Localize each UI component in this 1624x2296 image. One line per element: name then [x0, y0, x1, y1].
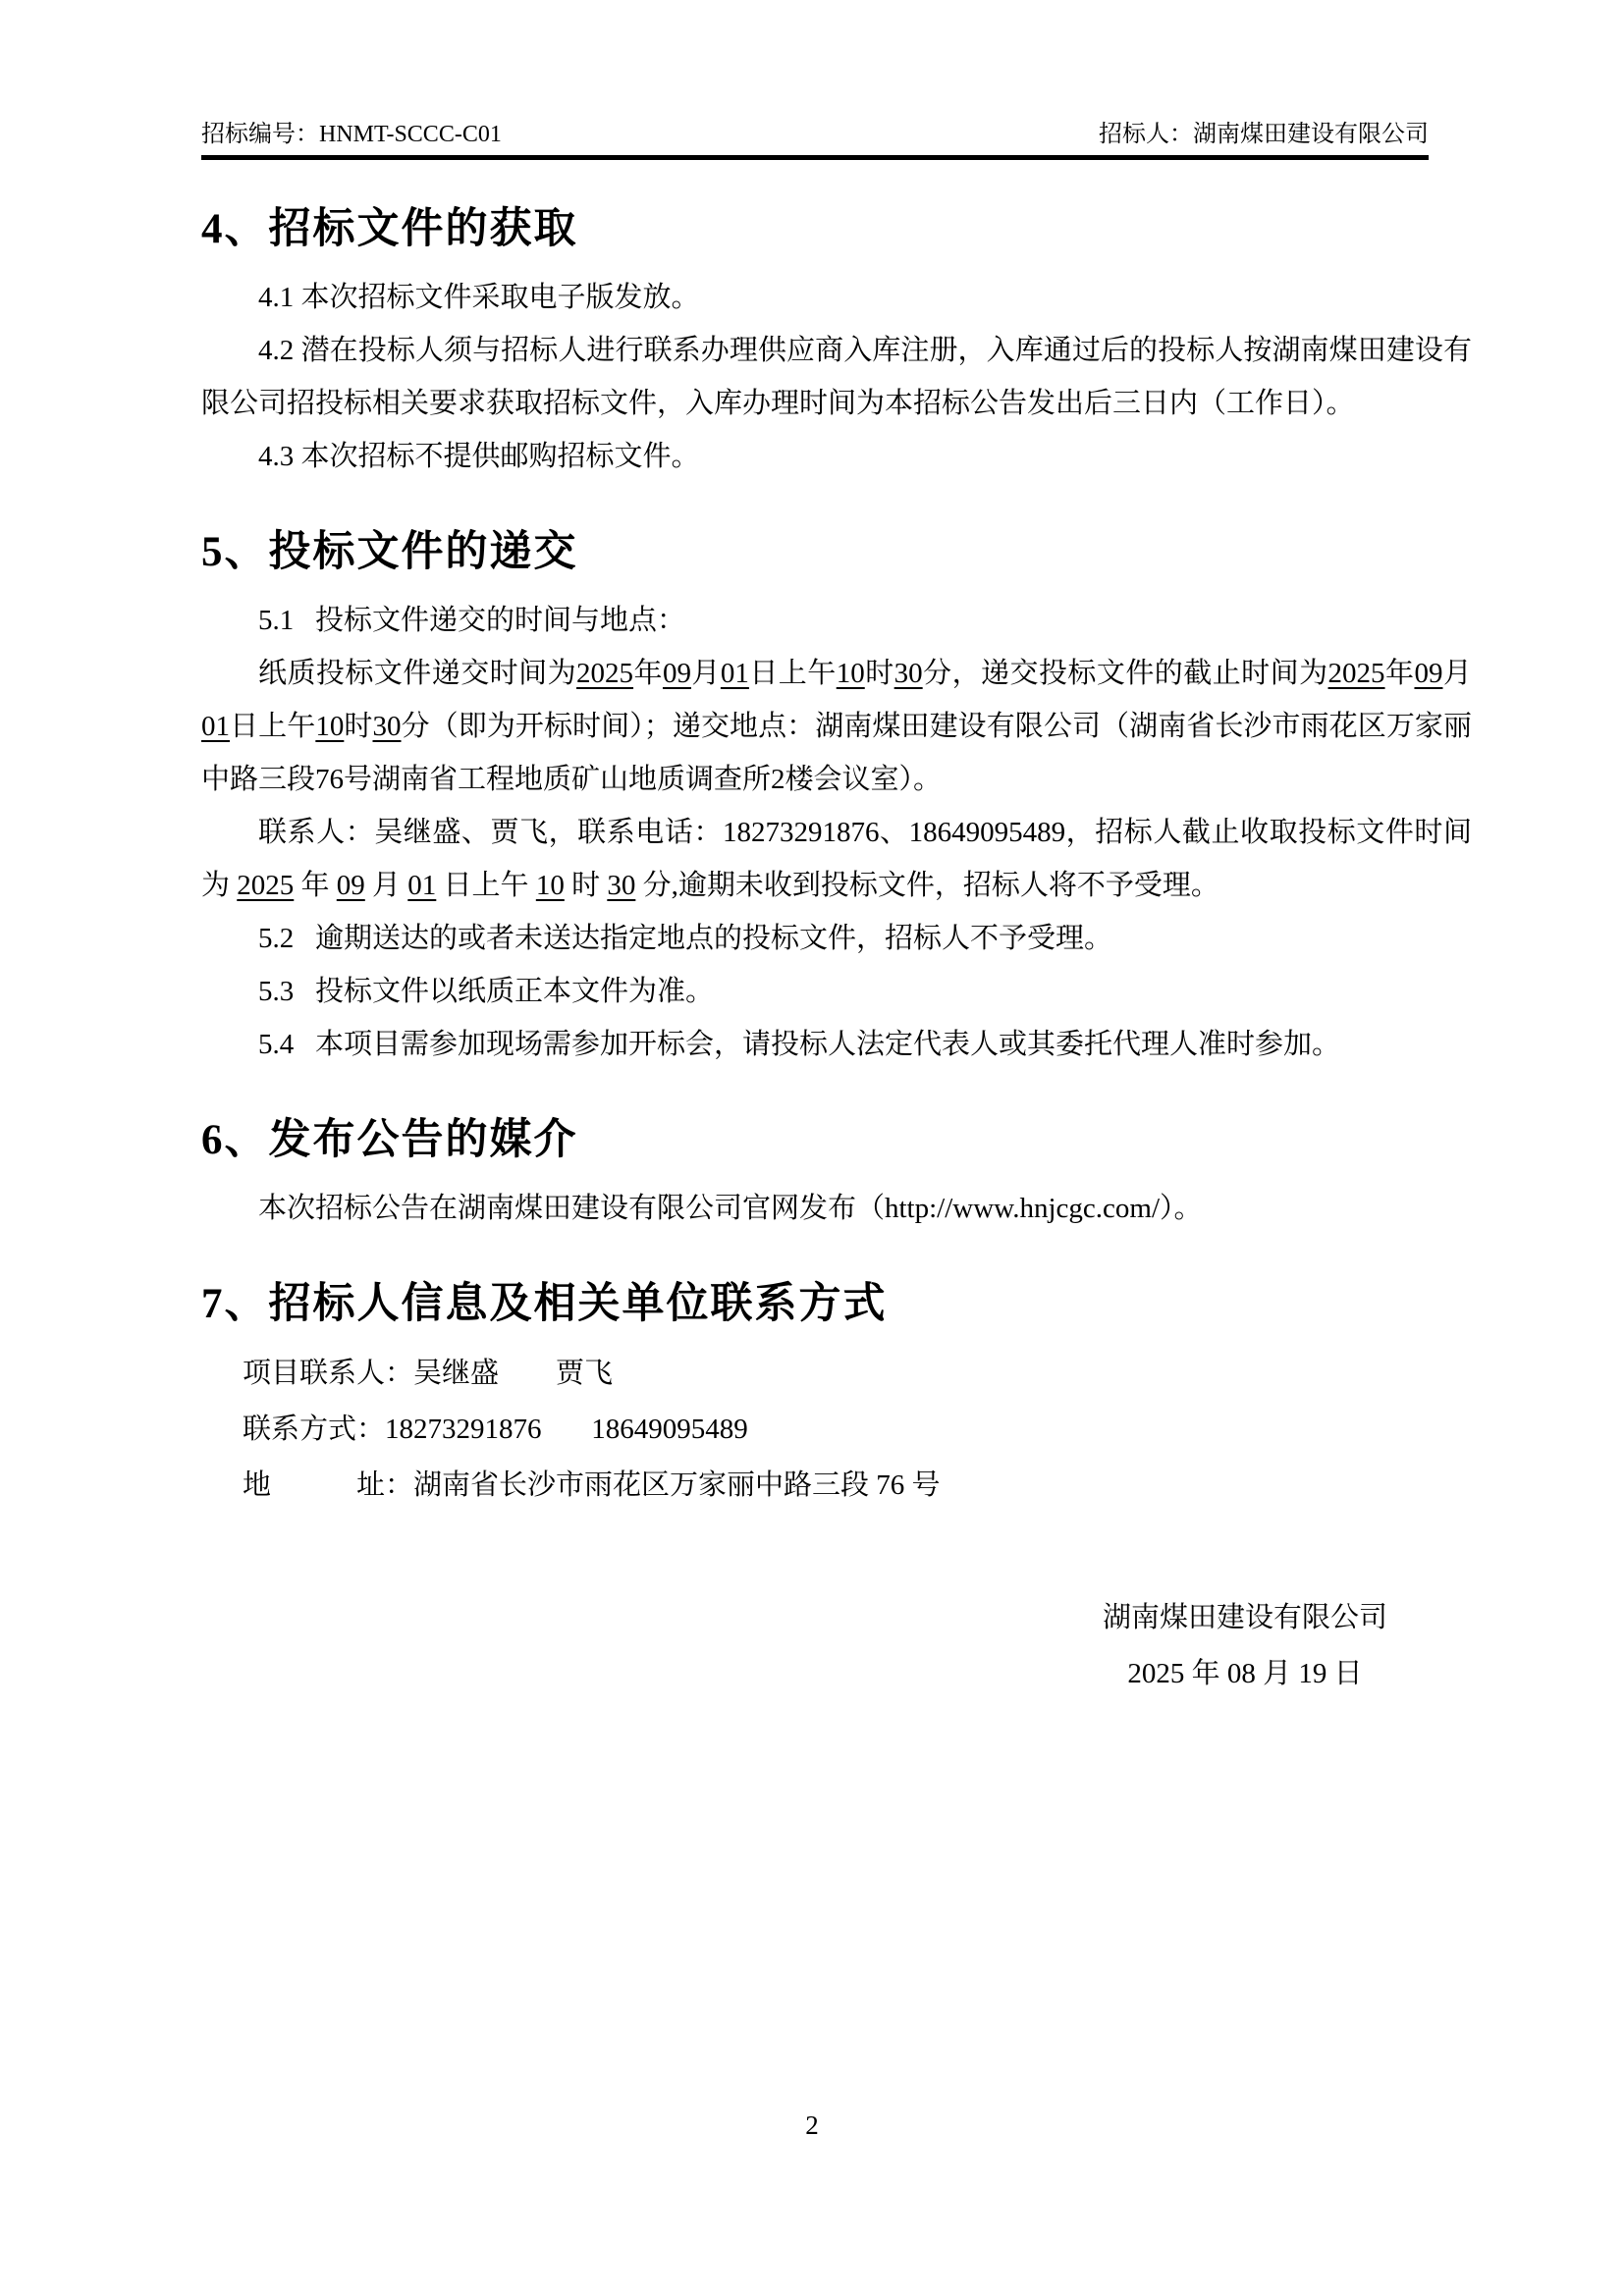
text-segment: 年 [1384, 658, 1415, 689]
section-5 [201, 518, 1472, 1071]
tender-number: 招标编号：HNMT-SCCC-C01 [201, 122, 502, 147]
text-segment: 分，递交投标文件的截止时间为 [922, 658, 1328, 689]
section-5-paragraph-5: 5.3 投标文件以纸质正本文件为准。 [258, 976, 715, 1007]
section-6-paragraph-1: 本次招标公告在湖南煤田建设有限公司官网发布（http://www.hnjcgc.com/）。 [258, 1193, 1203, 1224]
text-segment: 分（即为开标时间）；递交地点：湖南煤田建设有限公司（湖南省长沙市雨花区万家丽中路三段76号湖南省工程地质矿山地质调查所2楼会议室）。 [201, 711, 1472, 795]
underlined-text-segment: 09 [1414, 658, 1443, 689]
section-5-paragraph-2 [201, 647, 1472, 806]
text-segment: 月 [690, 658, 721, 689]
section-5-paragraph-6: 5.4 本项目需参加现场需参加开标会，请投标人法定代表人或其委托代理人准时参加。 [258, 1029, 1341, 1060]
section-4-paragraph-1: 4.1 本次招标文件采取电子版发放。 [258, 282, 700, 313]
text-segment: 年 [294, 870, 337, 901]
underlined-text-segment: 10 [535, 870, 565, 901]
section-6 [201, 1106, 1472, 1235]
text-segment: 日上午 [748, 658, 837, 689]
signature-date: 2025 年 08 月 19 日 [1127, 1658, 1363, 1689]
section-6-title: 6、发布公告的媒介 [201, 1117, 578, 1163]
text-segment: 分,逾期未收到投标文件，招标人将不予受理。 [635, 870, 1219, 901]
underlined-text-segment: 30 [893, 658, 923, 689]
underlined-text-segment: 10 [836, 658, 865, 689]
text-segment: 日上午 [230, 711, 316, 742]
text-segment: 日上午 [436, 870, 536, 901]
underlined-text-segment: 2025 [237, 870, 295, 901]
section-4-paragraph-3: 4.3 本次招标不提供邮购招标文件。 [258, 441, 700, 472]
underlined-text-segment: 01 [720, 658, 749, 689]
section-5-paragraph-1: 5.1 投标文件递交的时间与地点： [258, 605, 686, 636]
section-5-title: 5、投标文件的递交 [201, 529, 578, 575]
text-segment: 纸质投标文件递交时间为 [258, 658, 577, 689]
contact-phone-line: 联系方式：18273291876 18649095489 [243, 1414, 748, 1445]
signature-company: 湖南煤田建设有限公司 [1102, 1602, 1387, 1633]
underlined-text-segment: 01 [201, 711, 230, 742]
underlined-text-segment: 30 [372, 711, 402, 742]
underlined-text-segment: 01 [407, 870, 437, 901]
underlined-text-segment: 09 [662, 658, 691, 689]
section-4-title: 4、招标文件的获取 [201, 206, 578, 252]
section-5-paragraph-4: 5.2 逾期送达的或者未送达指定地点的投标文件，招标人不予受理。 [258, 923, 1113, 954]
tenderer-name: 招标人：湖南煤田建设有限公司 [1099, 122, 1429, 147]
text-segment: 时 [864, 658, 894, 689]
underlined-text-segment: 30 [607, 870, 636, 901]
section-7 [201, 1270, 1472, 1514]
text-segment: 时 [344, 711, 373, 742]
text-segment: 月 [364, 870, 408, 901]
underlined-text-segment: 09 [336, 870, 365, 901]
text-segment: 月 [1442, 658, 1472, 689]
contact-address-line: 地 址：湖南省长沙市雨花区万家丽中路三段 76 号 [243, 1469, 941, 1501]
underlined-text-segment: 2025 [576, 658, 634, 689]
section-5-paragraph-3 [201, 806, 1472, 912]
text-segment: 时 [564, 870, 608, 901]
section-4-paragraph-2: 4.2 潜在投标人须与招标人进行联系办理供应商入库注册，入库通过后的投标人按湖南煤田建设有限公司招投标相关要求获取招标文件，入库办理时间为本招标公告发出后三日内（工作日）。 [201, 335, 1472, 419]
section-4 [201, 195, 1472, 483]
underlined-text-segment: 10 [315, 711, 345, 742]
contact-person-line: 项目联系人：吴继盛 贾飞 [243, 1358, 614, 1389]
page-number: 2 [805, 2110, 819, 2140]
underlined-text-segment: 2025 [1327, 658, 1385, 689]
page-header [201, 0, 1429, 160]
section-7-title: 7、招标人信息及相关单位联系方式 [201, 1281, 888, 1327]
text-segment: 联系人：吴继盛、贾飞，联系电话：18273291876、18649095489，招标人截止收取投标文件时间为 [201, 817, 1472, 901]
signature-block [1103, 1590, 1387, 1702]
text-segment: 年 [633, 658, 663, 689]
